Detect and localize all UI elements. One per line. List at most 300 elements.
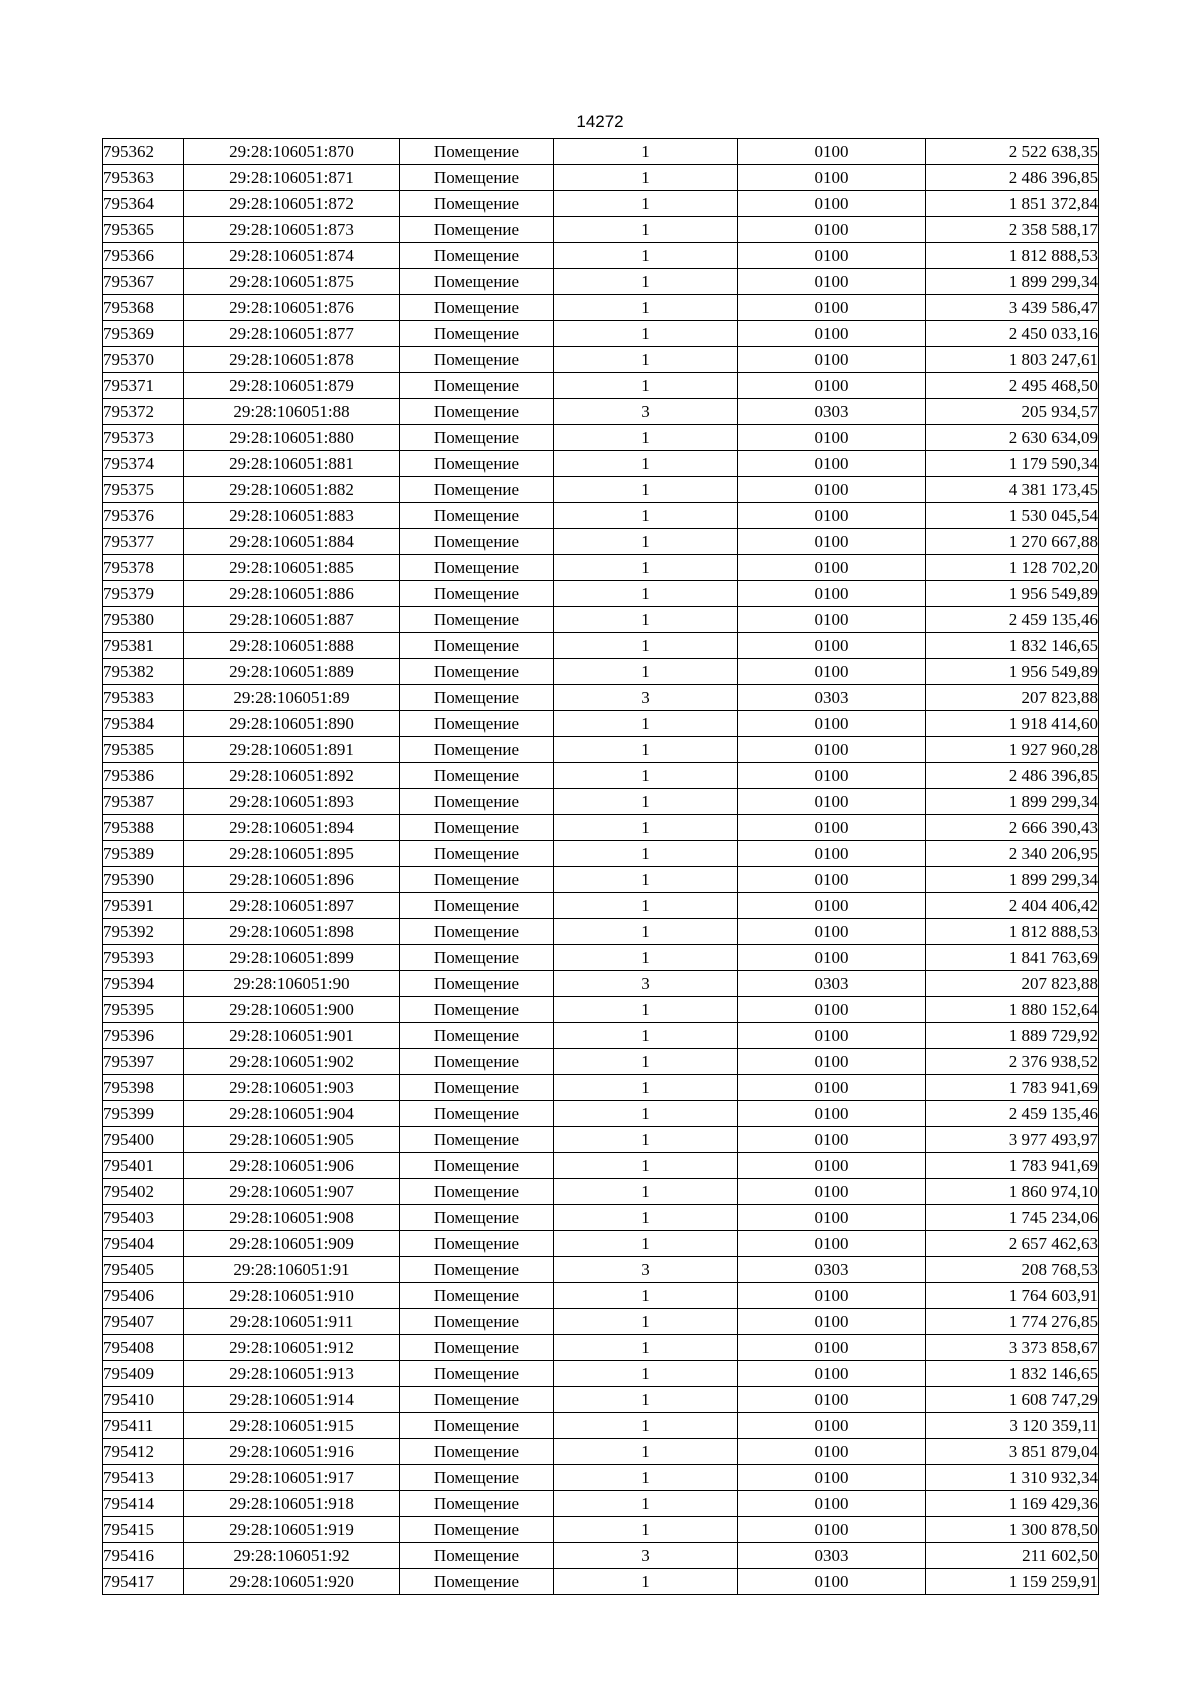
group-number-cell: 1 — [554, 1361, 738, 1387]
group-number-cell: 1 — [554, 1465, 738, 1491]
code-cell: 0100 — [738, 1465, 926, 1491]
group-number-cell: 1 — [554, 1283, 738, 1309]
table-row — [103, 191, 1099, 217]
group-number-cell: 1 — [554, 191, 738, 217]
table-row — [103, 971, 1099, 997]
code-cell: 0100 — [738, 1387, 926, 1413]
row-number-cell: 795375 — [103, 477, 184, 503]
object-type-cell: Помещение — [400, 477, 554, 503]
object-type-cell: Помещение — [400, 399, 554, 425]
group-number-cell: 1 — [554, 1127, 738, 1153]
object-type-cell: Помещение — [400, 1569, 554, 1595]
cadastral-value-cell: 207 823,88 — [926, 685, 1099, 711]
code-cell: 0100 — [738, 815, 926, 841]
code-cell: 0100 — [738, 191, 926, 217]
group-number-cell: 1 — [554, 1023, 738, 1049]
code-cell: 0100 — [738, 425, 926, 451]
cadastral-value-cell: 208 768,53 — [926, 1257, 1099, 1283]
cadastral-number-cell: 29:28:106051:879 — [184, 373, 400, 399]
object-type-cell: Помещение — [400, 529, 554, 555]
group-number-cell: 1 — [554, 763, 738, 789]
table-row — [103, 893, 1099, 919]
object-type-cell: Помещение — [400, 1387, 554, 1413]
cadastral-number-cell: 29:28:106051:905 — [184, 1127, 400, 1153]
row-number-cell: 795396 — [103, 1023, 184, 1049]
cadastral-value-cell: 2 666 390,43 — [926, 815, 1099, 841]
row-number-cell: 795399 — [103, 1101, 184, 1127]
code-cell: 0100 — [738, 477, 926, 503]
cadastral-value-cell: 1 889 729,92 — [926, 1023, 1099, 1049]
code-cell: 0303 — [738, 971, 926, 997]
object-type-cell: Помещение — [400, 1153, 554, 1179]
cadastral-value-cell: 1 530 045,54 — [926, 503, 1099, 529]
cadastral-number-cell: 29:28:106051:883 — [184, 503, 400, 529]
table-row — [103, 1439, 1099, 1465]
table-row — [103, 477, 1099, 503]
table-row — [103, 841, 1099, 867]
cadastral-number-cell: 29:28:106051:88 — [184, 399, 400, 425]
code-cell: 0100 — [738, 945, 926, 971]
cadastral-value-cell: 2 459 135,46 — [926, 1101, 1099, 1127]
table-row — [103, 1413, 1099, 1439]
group-number-cell: 1 — [554, 1517, 738, 1543]
row-number-cell: 795373 — [103, 425, 184, 451]
table-row — [103, 1361, 1099, 1387]
code-cell: 0100 — [738, 867, 926, 893]
object-type-cell: Помещение — [400, 607, 554, 633]
object-type-cell: Помещение — [400, 1543, 554, 1569]
code-cell: 0100 — [738, 269, 926, 295]
cadastral-number-cell: 29:28:106051:888 — [184, 633, 400, 659]
row-number-cell: 795364 — [103, 191, 184, 217]
table-row — [103, 1127, 1099, 1153]
cadastral-number-cell: 29:28:106051:881 — [184, 451, 400, 477]
cadastral-number-cell: 29:28:106051:89 — [184, 685, 400, 711]
code-cell: 0100 — [738, 711, 926, 737]
code-cell: 0100 — [738, 1205, 926, 1231]
row-number-cell: 795392 — [103, 919, 184, 945]
table-row — [103, 1491, 1099, 1517]
code-cell: 0100 — [738, 1439, 926, 1465]
table-row — [103, 581, 1099, 607]
cadastral-value-cell: 1 851 372,84 — [926, 191, 1099, 217]
object-type-cell: Помещение — [400, 1465, 554, 1491]
object-type-cell: Помещение — [400, 659, 554, 685]
cadastral-value-cell: 1 774 276,85 — [926, 1309, 1099, 1335]
row-number-cell: 795394 — [103, 971, 184, 997]
cadastral-value-table — [102, 138, 1099, 1595]
object-type-cell: Помещение — [400, 1101, 554, 1127]
table-row — [103, 503, 1099, 529]
code-cell: 0100 — [738, 1335, 926, 1361]
row-number-cell: 795365 — [103, 217, 184, 243]
cadastral-value-cell: 1 310 932,34 — [926, 1465, 1099, 1491]
group-number-cell: 1 — [554, 243, 738, 269]
code-cell: 0100 — [738, 139, 926, 165]
table-row — [103, 217, 1099, 243]
cadastral-value-cell: 3 439 586,47 — [926, 295, 1099, 321]
cadastral-number-cell: 29:28:106051:874 — [184, 243, 400, 269]
object-type-cell: Помещение — [400, 867, 554, 893]
group-number-cell: 1 — [554, 607, 738, 633]
row-number-cell: 795409 — [103, 1361, 184, 1387]
cadastral-value-cell: 1 918 414,60 — [926, 711, 1099, 737]
object-type-cell: Помещение — [400, 997, 554, 1023]
row-number-cell: 795397 — [103, 1049, 184, 1075]
group-number-cell: 1 — [554, 1491, 738, 1517]
cadastral-number-cell: 29:28:106051:915 — [184, 1413, 400, 1439]
table-row — [103, 763, 1099, 789]
code-cell: 0100 — [738, 763, 926, 789]
group-number-cell: 1 — [554, 1309, 738, 1335]
code-cell: 0100 — [738, 373, 926, 399]
row-number-cell: 795382 — [103, 659, 184, 685]
cadastral-value-cell: 1 956 549,89 — [926, 659, 1099, 685]
cadastral-value-cell: 1 745 234,06 — [926, 1205, 1099, 1231]
group-number-cell: 1 — [554, 1153, 738, 1179]
row-number-cell: 795385 — [103, 737, 184, 763]
group-number-cell: 1 — [554, 1387, 738, 1413]
code-cell: 0100 — [738, 1361, 926, 1387]
row-number-cell: 795410 — [103, 1387, 184, 1413]
code-cell: 0100 — [738, 1023, 926, 1049]
object-type-cell: Помещение — [400, 581, 554, 607]
code-cell: 0100 — [738, 347, 926, 373]
code-cell: 0100 — [738, 1153, 926, 1179]
group-number-cell: 1 — [554, 139, 738, 165]
cadastral-number-cell: 29:28:106051:870 — [184, 139, 400, 165]
object-type-cell: Помещение — [400, 373, 554, 399]
group-number-cell: 1 — [554, 1101, 738, 1127]
group-number-cell: 1 — [554, 425, 738, 451]
cadastral-number-cell: 29:28:106051:892 — [184, 763, 400, 789]
table-row — [103, 1335, 1099, 1361]
table-row — [103, 295, 1099, 321]
object-type-cell: Помещение — [400, 841, 554, 867]
cadastral-number-cell: 29:28:106051:882 — [184, 477, 400, 503]
row-number-cell: 795387 — [103, 789, 184, 815]
cadastral-value-cell: 2 404 406,42 — [926, 893, 1099, 919]
cadastral-number-cell: 29:28:106051:903 — [184, 1075, 400, 1101]
object-type-cell: Помещение — [400, 1413, 554, 1439]
code-cell: 0303 — [738, 399, 926, 425]
table-row — [103, 555, 1099, 581]
table-row — [103, 1075, 1099, 1101]
cadastral-value-cell: 1 956 549,89 — [926, 581, 1099, 607]
cadastral-value-cell: 2 459 135,46 — [926, 607, 1099, 633]
cadastral-number-cell: 29:28:106051:872 — [184, 191, 400, 217]
code-cell: 0100 — [738, 529, 926, 555]
row-number-cell: 795383 — [103, 685, 184, 711]
group-number-cell: 1 — [554, 1075, 738, 1101]
table-row — [103, 1205, 1099, 1231]
object-type-cell: Помещение — [400, 139, 554, 165]
row-number-cell: 795362 — [103, 139, 184, 165]
cadastral-number-cell: 29:28:106051:889 — [184, 659, 400, 685]
object-type-cell: Помещение — [400, 1075, 554, 1101]
group-number-cell: 1 — [554, 919, 738, 945]
row-number-cell: 795368 — [103, 295, 184, 321]
object-type-cell: Помещение — [400, 503, 554, 529]
code-cell: 0100 — [738, 243, 926, 269]
row-number-cell: 795407 — [103, 1309, 184, 1335]
cadastral-value-cell: 1 764 603,91 — [926, 1283, 1099, 1309]
table-row — [103, 685, 1099, 711]
row-number-cell: 795411 — [103, 1413, 184, 1439]
code-cell: 0100 — [738, 1569, 926, 1595]
object-type-cell: Помещение — [400, 269, 554, 295]
group-number-cell: 1 — [554, 1439, 738, 1465]
cadastral-value-cell: 2 495 468,50 — [926, 373, 1099, 399]
cadastral-value-cell: 205 934,57 — [926, 399, 1099, 425]
group-number-cell: 1 — [554, 815, 738, 841]
cadastral-number-cell: 29:28:106051:875 — [184, 269, 400, 295]
code-cell: 0100 — [738, 321, 926, 347]
group-number-cell: 1 — [554, 217, 738, 243]
table-row — [103, 451, 1099, 477]
cadastral-value-cell: 2 486 396,85 — [926, 763, 1099, 789]
row-number-cell: 795406 — [103, 1283, 184, 1309]
object-type-cell: Помещение — [400, 685, 554, 711]
cadastral-value-cell: 1 128 702,20 — [926, 555, 1099, 581]
group-number-cell: 1 — [554, 659, 738, 685]
cadastral-number-cell: 29:28:106051:891 — [184, 737, 400, 763]
group-number-cell: 3 — [554, 399, 738, 425]
table-row — [103, 1517, 1099, 1543]
row-number-cell: 795377 — [103, 529, 184, 555]
cadastral-value-cell: 1 841 763,69 — [926, 945, 1099, 971]
cadastral-value-cell: 1 179 590,34 — [926, 451, 1099, 477]
row-number-cell: 795400 — [103, 1127, 184, 1153]
table-row — [103, 1101, 1099, 1127]
code-cell: 0100 — [738, 1413, 926, 1439]
row-number-cell: 795412 — [103, 1439, 184, 1465]
cadastral-number-cell: 29:28:106051:910 — [184, 1283, 400, 1309]
group-number-cell: 1 — [554, 633, 738, 659]
cadastral-value-cell: 1 899 299,34 — [926, 789, 1099, 815]
object-type-cell: Помещение — [400, 1309, 554, 1335]
cadastral-value-cell: 4 381 173,45 — [926, 477, 1099, 503]
table-row — [103, 425, 1099, 451]
cadastral-value-cell: 1 608 747,29 — [926, 1387, 1099, 1413]
code-cell: 0100 — [738, 997, 926, 1023]
cadastral-value-cell: 1 899 299,34 — [926, 867, 1099, 893]
row-number-cell: 795390 — [103, 867, 184, 893]
row-number-cell: 795363 — [103, 165, 184, 191]
group-number-cell: 1 — [554, 711, 738, 737]
group-number-cell: 1 — [554, 529, 738, 555]
cadastral-number-cell: 29:28:106051:912 — [184, 1335, 400, 1361]
object-type-cell: Помещение — [400, 633, 554, 659]
row-number-cell: 795370 — [103, 347, 184, 373]
table-row — [103, 659, 1099, 685]
object-type-cell: Помещение — [400, 737, 554, 763]
group-number-cell: 1 — [554, 165, 738, 191]
cadastral-number-cell: 29:28:106051:893 — [184, 789, 400, 815]
group-number-cell: 1 — [554, 581, 738, 607]
group-number-cell: 1 — [554, 555, 738, 581]
cadastral-number-cell: 29:28:106051:876 — [184, 295, 400, 321]
cadastral-value-cell: 1 270 667,88 — [926, 529, 1099, 555]
object-type-cell: Помещение — [400, 945, 554, 971]
table-row — [103, 1309, 1099, 1335]
object-type-cell: Помещение — [400, 217, 554, 243]
cadastral-number-cell: 29:28:106051:913 — [184, 1361, 400, 1387]
object-type-cell: Помещение — [400, 425, 554, 451]
code-cell: 0303 — [738, 1543, 926, 1569]
table-row — [103, 1569, 1099, 1595]
row-number-cell: 795395 — [103, 997, 184, 1023]
cadastral-value-cell: 2 486 396,85 — [926, 165, 1099, 191]
row-number-cell: 795369 — [103, 321, 184, 347]
code-cell: 0100 — [738, 1517, 926, 1543]
group-number-cell: 3 — [554, 685, 738, 711]
cadastral-value-cell: 2 376 938,52 — [926, 1049, 1099, 1075]
row-number-cell: 795408 — [103, 1335, 184, 1361]
table-row — [103, 399, 1099, 425]
row-number-cell: 795378 — [103, 555, 184, 581]
object-type-cell: Помещение — [400, 1361, 554, 1387]
row-number-cell: 795413 — [103, 1465, 184, 1491]
object-type-cell: Помещение — [400, 1439, 554, 1465]
group-number-cell: 1 — [554, 1413, 738, 1439]
table-row — [103, 529, 1099, 555]
cadastral-number-cell: 29:28:106051:885 — [184, 555, 400, 581]
cadastral-number-cell: 29:28:106051:878 — [184, 347, 400, 373]
code-cell: 0100 — [738, 217, 926, 243]
cadastral-number-cell: 29:28:106051:895 — [184, 841, 400, 867]
cadastral-value-cell: 1 899 299,34 — [926, 269, 1099, 295]
row-number-cell: 795372 — [103, 399, 184, 425]
code-cell: 0100 — [738, 919, 926, 945]
table-row — [103, 1465, 1099, 1491]
code-cell: 0100 — [738, 1179, 926, 1205]
table-row — [103, 867, 1099, 893]
group-number-cell: 1 — [554, 737, 738, 763]
code-cell: 0100 — [738, 1127, 926, 1153]
cadastral-number-cell: 29:28:106051:911 — [184, 1309, 400, 1335]
code-cell: 0100 — [738, 581, 926, 607]
table-row — [103, 1231, 1099, 1257]
code-cell: 0100 — [738, 295, 926, 321]
table-row — [103, 1179, 1099, 1205]
object-type-cell: Помещение — [400, 295, 554, 321]
table-row — [103, 243, 1099, 269]
cadastral-number-cell: 29:28:106051:899 — [184, 945, 400, 971]
cadastral-number-cell: 29:28:106051:90 — [184, 971, 400, 997]
table-row — [103, 1153, 1099, 1179]
cadastral-value-cell: 2 630 634,09 — [926, 425, 1099, 451]
object-type-cell: Помещение — [400, 919, 554, 945]
code-cell: 0100 — [738, 659, 926, 685]
table-row — [103, 1023, 1099, 1049]
code-cell: 0100 — [738, 841, 926, 867]
object-type-cell: Помещение — [400, 191, 554, 217]
row-number-cell: 795388 — [103, 815, 184, 841]
object-type-cell: Помещение — [400, 321, 554, 347]
group-number-cell: 1 — [554, 1205, 738, 1231]
table-row — [103, 945, 1099, 971]
cadastral-value-cell: 1 169 429,36 — [926, 1491, 1099, 1517]
object-type-cell: Помещение — [400, 1023, 554, 1049]
object-type-cell: Помещение — [400, 555, 554, 581]
row-number-cell: 795367 — [103, 269, 184, 295]
cadastral-number-cell: 29:28:106051:91 — [184, 1257, 400, 1283]
cadastral-number-cell: 29:28:106051:884 — [184, 529, 400, 555]
group-number-cell: 1 — [554, 945, 738, 971]
code-cell: 0100 — [738, 503, 926, 529]
object-type-cell: Помещение — [400, 711, 554, 737]
row-number-cell: 795381 — [103, 633, 184, 659]
object-type-cell: Помещение — [400, 893, 554, 919]
table-row — [103, 815, 1099, 841]
cadastral-value-cell: 2 450 033,16 — [926, 321, 1099, 347]
code-cell: 0100 — [738, 607, 926, 633]
cadastral-value-cell: 2 340 206,95 — [926, 841, 1099, 867]
cadastral-number-cell: 29:28:106051:873 — [184, 217, 400, 243]
object-type-cell: Помещение — [400, 815, 554, 841]
cadastral-value-cell: 1 783 941,69 — [926, 1153, 1099, 1179]
row-number-cell: 795416 — [103, 1543, 184, 1569]
table-row — [103, 711, 1099, 737]
cadastral-value-cell: 2 522 638,35 — [926, 139, 1099, 165]
code-cell: 0100 — [738, 633, 926, 659]
cadastral-value-cell: 211 602,50 — [926, 1543, 1099, 1569]
code-cell: 0100 — [738, 1049, 926, 1075]
object-type-cell: Помещение — [400, 1205, 554, 1231]
table-row — [103, 997, 1099, 1023]
group-number-cell: 3 — [554, 971, 738, 997]
code-cell: 0303 — [738, 1257, 926, 1283]
row-number-cell: 795414 — [103, 1491, 184, 1517]
object-type-cell: Помещение — [400, 347, 554, 373]
table-row — [103, 737, 1099, 763]
row-number-cell: 795389 — [103, 841, 184, 867]
table-row — [103, 1387, 1099, 1413]
group-number-cell: 1 — [554, 841, 738, 867]
row-number-cell: 795391 — [103, 893, 184, 919]
object-type-cell: Помещение — [400, 1179, 554, 1205]
code-cell: 0100 — [738, 1283, 926, 1309]
cadastral-value-cell: 207 823,88 — [926, 971, 1099, 997]
cadastral-value-cell: 1 803 247,61 — [926, 347, 1099, 373]
object-type-cell: Помещение — [400, 1517, 554, 1543]
row-number-cell: 795405 — [103, 1257, 184, 1283]
code-cell: 0100 — [738, 789, 926, 815]
group-number-cell: 1 — [554, 1569, 738, 1595]
cadastral-value-cell: 1 832 146,65 — [926, 1361, 1099, 1387]
cadastral-value-cell: 1 832 146,65 — [926, 633, 1099, 659]
object-type-cell: Помещение — [400, 1231, 554, 1257]
row-number-cell: 795379 — [103, 581, 184, 607]
group-number-cell: 1 — [554, 1049, 738, 1075]
group-number-cell: 1 — [554, 321, 738, 347]
table-row — [103, 633, 1099, 659]
table-row — [103, 789, 1099, 815]
cadastral-number-cell: 29:28:106051:918 — [184, 1491, 400, 1517]
cadastral-number-cell: 29:28:106051:887 — [184, 607, 400, 633]
group-number-cell: 3 — [554, 1543, 738, 1569]
cadastral-number-cell: 29:28:106051:907 — [184, 1179, 400, 1205]
code-cell: 0100 — [738, 451, 926, 477]
cadastral-number-cell: 29:28:106051:906 — [184, 1153, 400, 1179]
cadastral-value-cell: 1 783 941,69 — [926, 1075, 1099, 1101]
table-row — [103, 269, 1099, 295]
group-number-cell: 1 — [554, 867, 738, 893]
cadastral-number-cell: 29:28:106051:909 — [184, 1231, 400, 1257]
table-row — [103, 139, 1099, 165]
cadastral-number-cell: 29:28:106051:904 — [184, 1101, 400, 1127]
